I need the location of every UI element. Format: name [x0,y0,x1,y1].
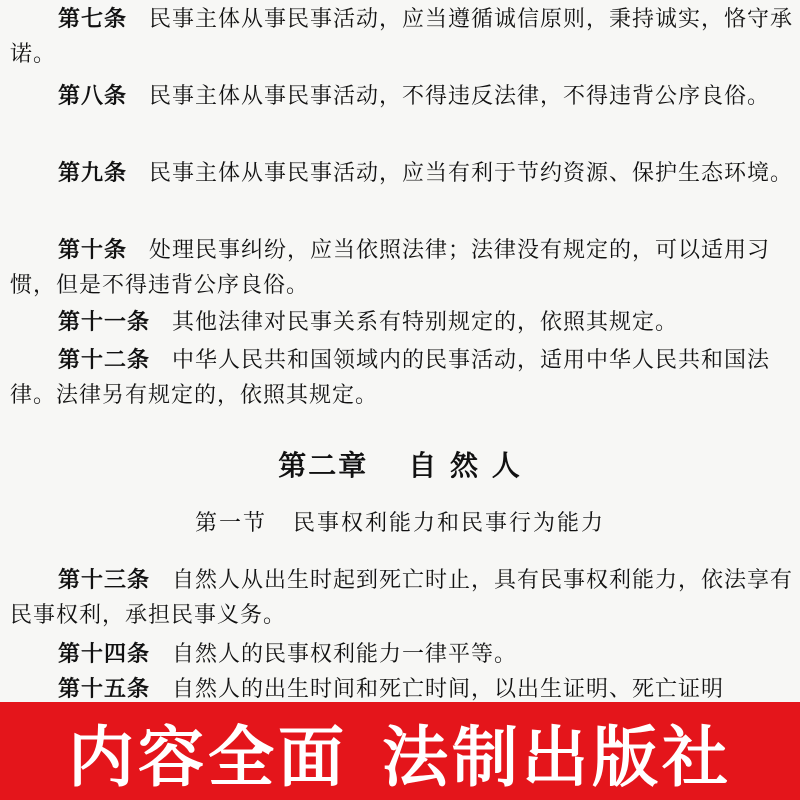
article-number: 第十条 [58,238,128,263]
article-number: 第七条 [58,7,128,32]
article-number: 第九条 [58,161,128,186]
article-number: 第八条 [58,84,128,109]
article-text: 民事主体从事民事活动，不得违反法律，不得违背公序良俗。 [149,84,771,109]
article-number: 第十四条 [58,642,151,667]
article-number: 第十二条 [58,348,151,373]
section-title: 民事权利能力和民事行为能力 [293,511,606,536]
section-number: 第一节 [194,511,267,536]
chapter-title: 自 然 人 [408,449,522,482]
article-9 [10,156,795,191]
article-11 [10,305,795,340]
article-number: 第十五条 [58,677,151,702]
article-text: 其他法律对民事关系有特别规定的，依照其规定。 [172,310,679,335]
article-8 [10,79,795,114]
article-text: 自然人从出生时起到死亡时止，具有民事权利能力，依法享有民事权利，承担民事义务。 [10,568,794,628]
section-heading [0,506,800,537]
chapter-heading [0,444,800,484]
article-text: 民事主体从事民事活动，应当遵循诚信原则，秉持诚实，恪守承诺。 [10,7,794,67]
article-text: 处理民事纠纷，应当依照法律；法律没有规定的，可以适用习惯，但是不得违背公序良俗。 [10,238,771,298]
article-text: 自然人的民事权利能力一律平等。 [172,642,518,667]
article-15 [10,672,795,702]
promo-banner [0,702,800,800]
chapter-number: 第二章 [278,449,369,482]
article-12 [10,343,795,413]
banner-slogan: 内容全面 [68,718,348,796]
article-7 [10,2,795,72]
article-number: 第十一条 [58,310,151,335]
article-text: 民事主体从事民事活动，应当有利于节约资源、保护生态环境。 [149,161,794,186]
article-14 [10,637,795,672]
article-text: 中华人民共和国领域内的民事活动，适用中华人民共和国法律。法律另有规定的，依照其规定。 [10,348,771,408]
banner-publisher: 法制出版社 [382,718,732,796]
article-text: 自然人的出生时间和死亡时间，以出生证明、死亡证明 [172,677,725,702]
article-13 [10,563,795,633]
article-10 [10,233,795,303]
article-number: 第十三条 [58,568,151,593]
